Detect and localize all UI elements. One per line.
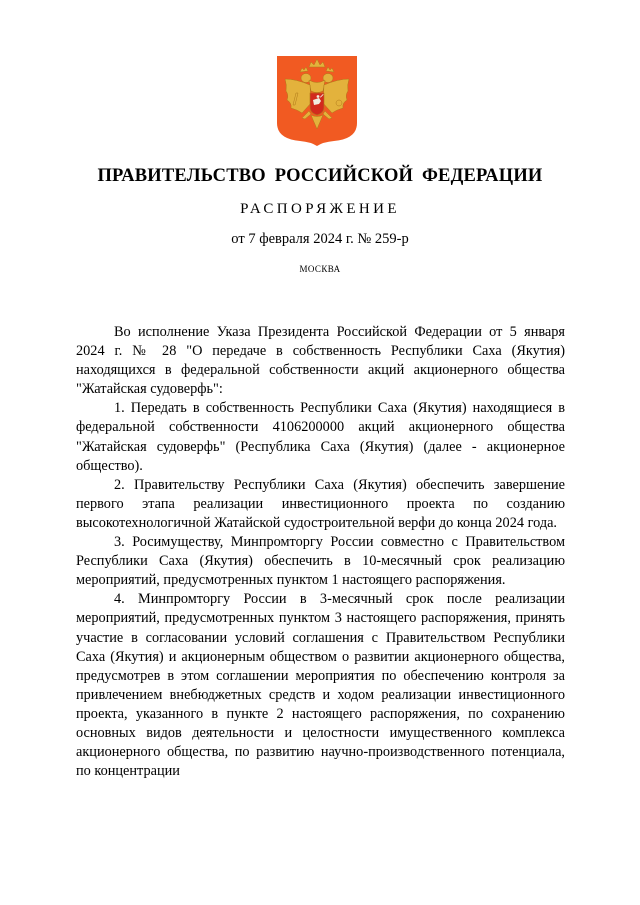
clause-2-paragraph: 2. Правительству Республики Саха (Якутия) обеспечить завершение первого этапа реализации инвестиционного проекта по созданию высокотехнологичной Жатайской судостроительной верфи до конца 2024 года.	[76, 476, 565, 531]
document-type: РАСПОРЯЖЕНИЕ	[240, 201, 400, 217]
clause-3-paragraph: 3. Росимуществу, Минпромторгу России совместно с Правительством Республики Саха (Якутия) обеспечить в 10-месячный срок реализацию мероприятий, предусмотренных пунктом 1 настоящего распоряжения.	[76, 534, 565, 589]
government-title: ПРАВИТЕЛЬСТВО РОССИЙСКОЙ ФЕДЕРАЦИИ	[97, 166, 543, 186]
document-city: МОСКВА	[299, 264, 341, 274]
russian-coat-of-arms-icon	[276, 55, 358, 147]
clause-1-paragraph: 1. Передать в собственность Республики Саха (Якутия) находящиеся в федеральной собственности 4106200000 акций акционерного общества "Жатайская судоверфь" (Республика Саха (Якутия) (далее - акционерное общество).	[76, 400, 565, 474]
preamble-paragraph: Во исполнение Указа Президента Российской Федерации от 5 января 2024 г. № 28 "О передаче в собственность Республики Саха (Якутия) находящихся в федеральной собственности акций акционерного общества "Жатайская судоверфь":	[76, 324, 565, 398]
document-body	[76, 323, 565, 781]
document-date-number: от 7 февраля 2024 г. № 259-р	[231, 231, 409, 247]
clause-4-paragraph: 4. Минпромторгу России в 3-месячный срок после реализации мероприятий, предусмотренных пунктом 3 настоящего распоряжения, принять участие в согласовании условий соглашения с Правительством Республики Саха (Якутия) и акционерным обществом о развитии акционерного общества, предусмотрев в этом соглашении мероприятия по обеспечению контроля за привлечением внебюджетных средств и ходом реализации инвестиционного проекта, указанного в пункте 2 настоящего распоряжения, по сохранению основных видов деятельности и целостности имущественного комплекса акционерного общества, по развитию научно-производственного потенциала, по концентрации	[76, 591, 565, 780]
